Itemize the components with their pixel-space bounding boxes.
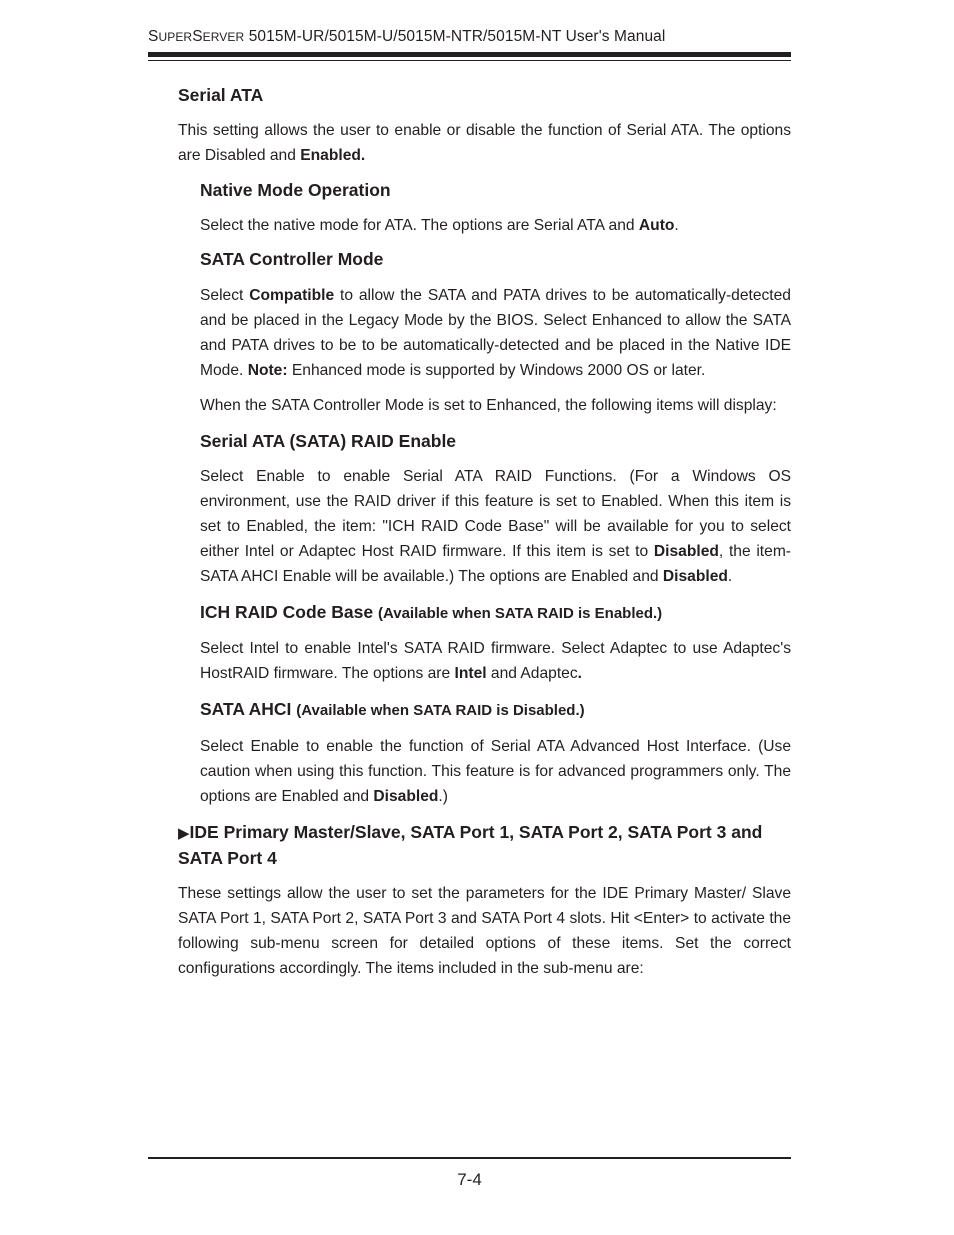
text-run: Select the native mode for ATA. The options are Serial ATA and bbox=[200, 217, 639, 234]
bold-run: Note: bbox=[247, 362, 288, 379]
heading-ich-raid bbox=[178, 600, 791, 626]
para-sata-controller-2: When the SATA Controller Mode is set to Enhanced, the following items will display: bbox=[200, 397, 777, 414]
text-run: Select Intel to enable Intel's SATA RAID firmware. Select Adaptec to use Adaptec's HostRAID firmware. The options are bbox=[200, 640, 791, 682]
heading-serial-ata: Serial ATA bbox=[178, 85, 264, 105]
header-rule-thin bbox=[148, 60, 791, 61]
bold-run: . bbox=[577, 665, 582, 682]
para-native-mode bbox=[178, 213, 791, 238]
bold-run: Disabled bbox=[653, 543, 719, 560]
header-title-part: S bbox=[148, 28, 159, 45]
text-run: Enhanced mode is supported by Windows 2000 OS or later. bbox=[287, 362, 706, 379]
heading-text: ICH RAID Code Base bbox=[200, 602, 378, 622]
running-header bbox=[148, 26, 791, 48]
bold-run: Disabled bbox=[373, 788, 439, 805]
para-raid-enable bbox=[178, 464, 791, 589]
para-serial-ata bbox=[178, 118, 791, 168]
para-sata-controller bbox=[178, 283, 791, 383]
header-rule-thick bbox=[148, 52, 791, 57]
para-sata-ahci bbox=[178, 734, 791, 809]
text-run: . bbox=[674, 217, 679, 234]
text-run: and Adaptec bbox=[486, 665, 578, 682]
heading-text: IDE Primary Master/Slave, SATA Port 1, SATA Port 2, SATA Port 3 and SATA Port 4 bbox=[178, 822, 763, 868]
bold-run: Auto bbox=[638, 217, 675, 234]
header-title-part: ERVER bbox=[202, 30, 245, 44]
heading-native-mode: Native Mode Operation bbox=[200, 180, 391, 200]
heading-ide-primary bbox=[178, 820, 791, 871]
header-title-part: UPER bbox=[158, 30, 193, 44]
text-run: This setting allows the user to enable or disable the function of Serial ATA. The options are Disabled and bbox=[178, 122, 791, 164]
para-ide-primary: These settings allow the user to set the parameters for the IDE Primary Master/ Slave SATA Port 1, SATA Port 2, SATA Port 3 and SATA Port 4 slots. Hit <Enter> to activate the following sub-menu screen for detailed options of these items. Set the correct configurations accordingly. The items included in the sub-menu are: bbox=[178, 885, 791, 977]
bold-run: Disabled bbox=[662, 568, 728, 585]
text-run: Select Enable to enable Serial ATA RAID Functions. (For a Windows OS environment, use the RAID driver if this feature is set to Enabled. When this item is set to Enabled, the item: "ICH RAID Code Base" will be available for you to select either Intel or Adaptec Host RAID firmware. If this item is set to bbox=[200, 468, 791, 560]
text-run: Select Enable to enable the function of Serial ATA Advanced Host Interface. (Use caution when using this function. This feature is for advanced programmers only. The options are Enabled and bbox=[200, 738, 791, 805]
footer-rule bbox=[148, 1157, 791, 1159]
page-number: 7-4 bbox=[457, 1170, 482, 1189]
heading-note: (Available when SATA RAID is Disabled.) bbox=[296, 702, 585, 719]
header-title-part: 5015M-UR/5015M-U/5015M-NTR/5015M-NT User's Manual bbox=[244, 28, 666, 45]
triangle-right-icon: ▶ bbox=[178, 825, 190, 842]
heading-raid-enable: Serial ATA (SATA) RAID Enable bbox=[200, 431, 457, 451]
para-ich-raid bbox=[178, 636, 791, 686]
text-run: , the item-SATA AHCI Enable will be available.) The options are Enabled and bbox=[200, 543, 791, 585]
header-title-part: S bbox=[192, 28, 203, 45]
heading-note: (Available when SATA RAID is Enabled.) bbox=[377, 605, 663, 622]
heading-sata-controller: SATA Controller Mode bbox=[200, 249, 384, 269]
text-run: . bbox=[727, 568, 733, 585]
heading-sata-ahci bbox=[178, 697, 791, 723]
text-run: to allow the SATA and PATA drives to be automatically-detected and be placed in the Legacy Mode by the BIOS. Select Enhanced to allow the SATA and PATA drives to be to be automatically-detected and be placed in the Native IDE Mode. bbox=[200, 287, 791, 379]
bold-run: Enabled. bbox=[300, 147, 366, 164]
text-run: .) bbox=[438, 788, 448, 805]
page-content bbox=[178, 83, 791, 981]
heading-text: SATA AHCI bbox=[200, 699, 297, 719]
text-run: Select bbox=[200, 287, 250, 304]
bold-run: Intel bbox=[454, 665, 487, 682]
bold-run: Compatible bbox=[249, 287, 335, 304]
